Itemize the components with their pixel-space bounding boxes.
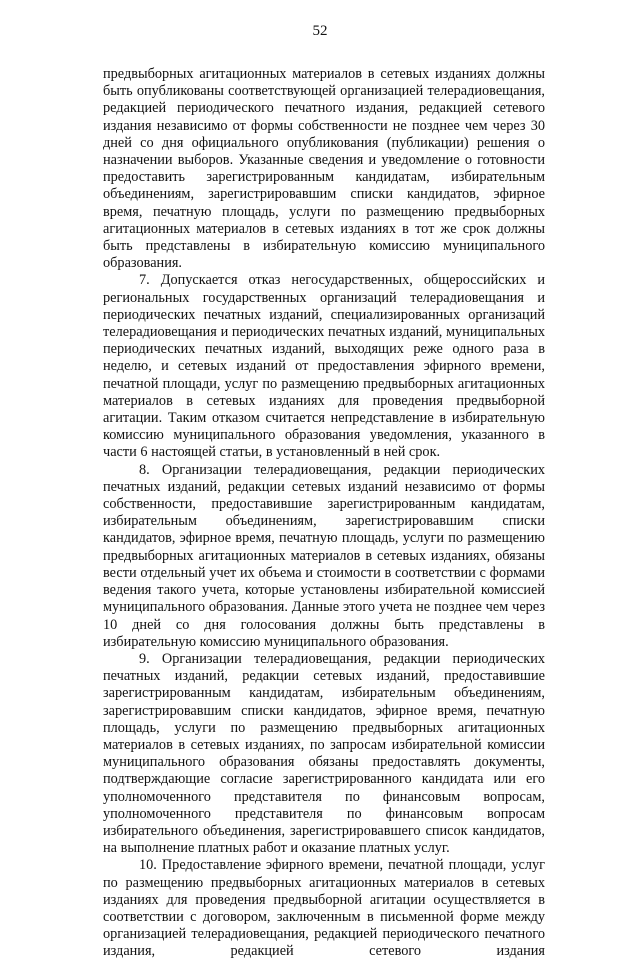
paragraph-continuation: предвыборных агитационных материалов в сетевых изданиях должны быть опубликованы соответствующей организацией телерадиовещания, редакцией периодического печатного издания, редакцией сетевого издания независимо от формы собственности не позднее чем через 30 дней со дня официального опубликования (публикации) решения о назначении выборов. Указанные сведения и уведомление о готовности предоставить зарегистрированным кандидатам, избирательным объединениям, зарегистрировавшим списки кандидатов, эфирное время, печатную площадь, услуги по размещению предвыборных агитационных материалов в сетевых изданиях в тот же срок должны быть представлены в избирательную комиссию муниципального образования.: [103, 66, 545, 272]
paragraph-10: 10. Предоставление эфирного времени, печатной площади, услуг по размещению предвыборных агитационных материалов в сетевых изданиях для проведения предвыборной агитации осуществляется в соответствии с договором, заключенным в письменной форме между организацией телерадиовещания, редакцией периодического печатного издания, редакцией сетевого издания: [103, 857, 545, 960]
body-text: [103, 66, 545, 961]
paragraph-9: 9. Организации телерадиовещания, редакции периодических печатных изданий, редакции сетевых изданий, предоставившие зарегистрированным кандидатам, избирательным объединениям, зарегистрировавшим списки кандидатов, эфирное время, печатную площадь, услуги по размещению предвыборных агитационных материалов в сетевых изданиях, по запросам избирательной комиссии муниципального образования обязаны предоставлять документы, подтверждающие согласие зарегистрированного кандидата или его уполномоченного представителя по финансовым вопросам, уполномоченного представителя по финансовым вопросам избирательного объединения, зарегистрировавшего список кандидатов, на выполнение платных работ и оказание платных услуг.: [103, 650, 545, 857]
paragraph-7: 7. Допускается отказ негосударственных, общероссийских и региональных государственных организаций телерадиовещания и периодических печатных изданий, специализированных организаций телерадиовещания и периодических печатных изданий, муниципальных периодических печатных изданий, выходящих реже одного раза в неделю, и сетевых изданий от предоставления эфирного времени, печатной площади, услуг по размещению предвыборных агитационных материалов в сетевых изданиях для проведения предвыборной агитации. Таким отказом считается непредставление в избирательную комиссию муниципального образования уведомления, указанного в части 6 настоящей статьи, в установленный в ней срок.: [103, 272, 545, 461]
page-number: 52: [312, 23, 328, 39]
paragraph-8: 8. Организации телерадиовещания, редакции периодических печатных изданий, редакции сетевых изданий независимо от формы собственности, предоставившие зарегистрированным кандидатам, избирательным объединениям, зарегистрировавшим списки кандидатов, эфирное время, печатную площадь, услуги по размещению предвыборных агитационных материалов в сетевых изданиях, обязаны вести отдельный учет их объема и стоимости в соответствии с формами ведения такого учета, которые установлены избирательной комиссией муниципального образования. Данные этого учета не позднее чем через 10 дней со дня голосования должны быть представлены в избирательную комиссию муниципального образования.: [103, 461, 545, 650]
